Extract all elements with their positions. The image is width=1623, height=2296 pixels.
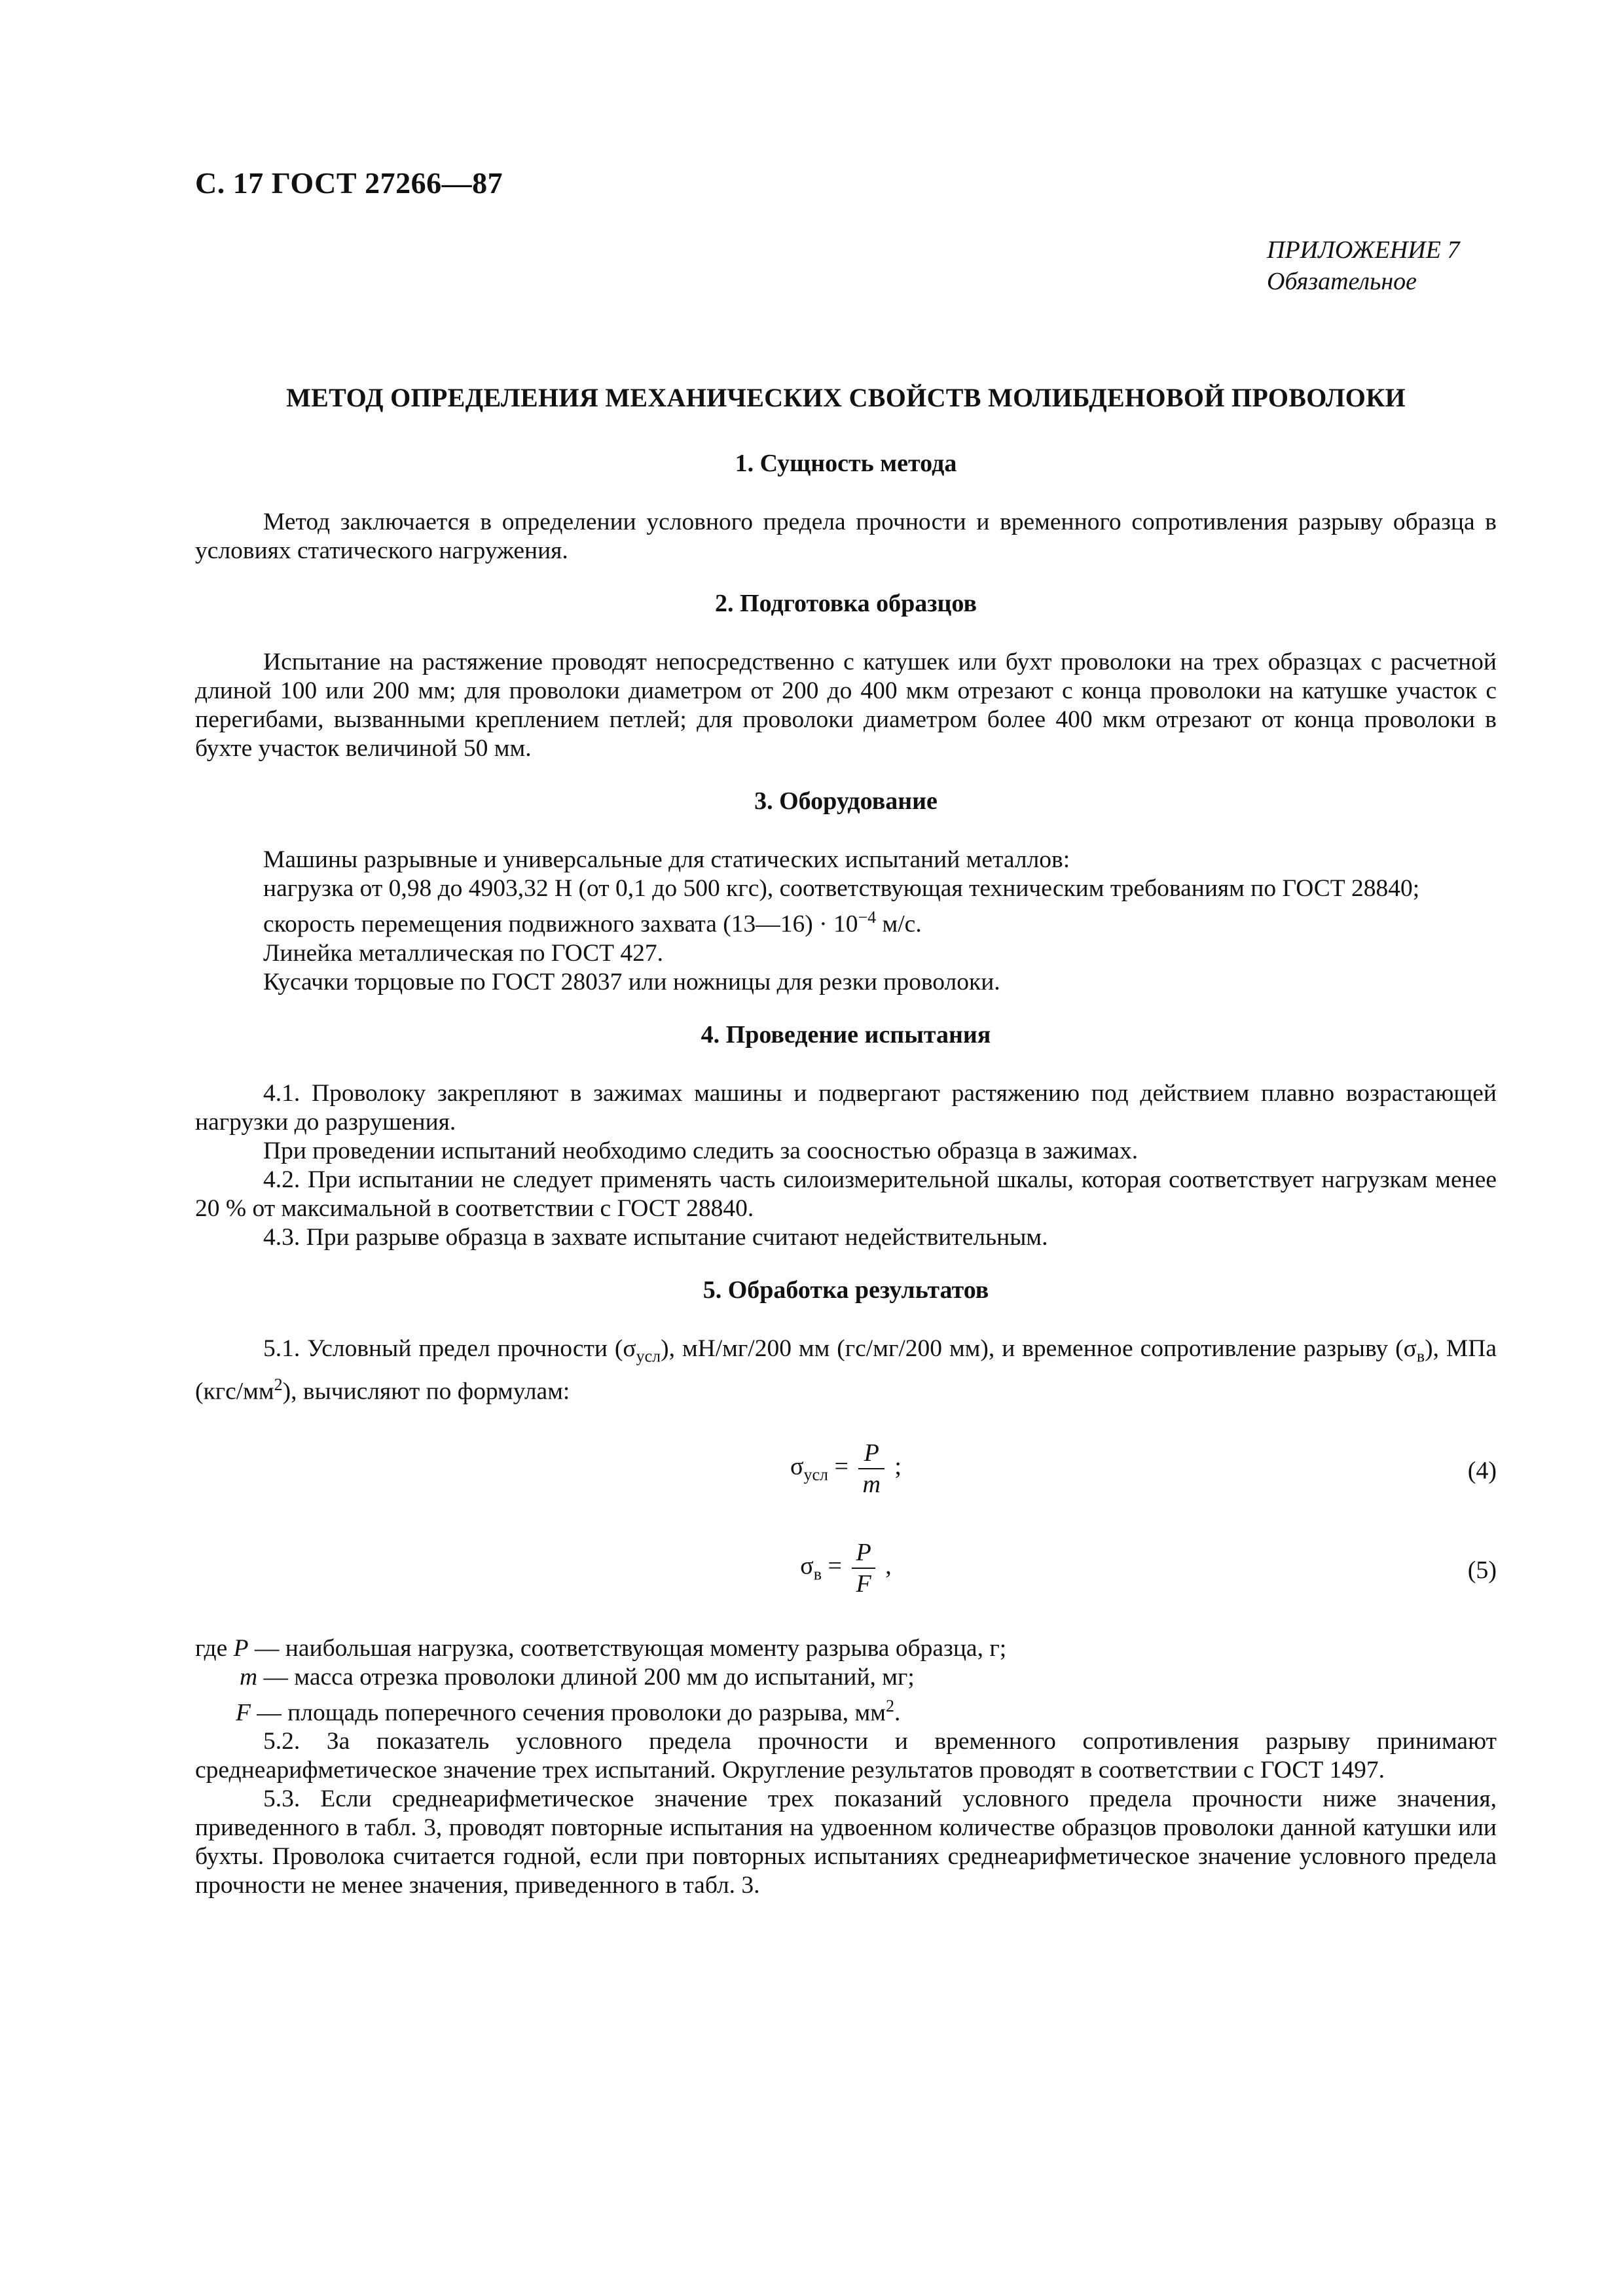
p51-sub-usl: усл [636,1346,661,1365]
formula-4-equals: = [828,1452,855,1480]
p51-text-a: 5.1. Условный предел прочности (σ [263,1335,636,1362]
formula-4-denominator: m [862,1470,881,1498]
formula-4-sigma: σ [790,1452,804,1480]
p51-sup-2: 2 [274,1375,283,1394]
formula-4-numerator: P [858,1438,884,1469]
formula-5-fraction [852,1537,875,1599]
speed-text: скорость перемещения подвижного захвата (13—16) · 10 [263,910,858,938]
equipment-item-machines: Машины разрывные и универсальные для статических испытаний металлов: [263,846,1070,873]
appendix-block [1267,234,1542,297]
p51-text-c: ), МПа (кгс/мм [195,1335,1497,1405]
formula-5-punct: , [879,1552,892,1580]
equipment-item-speed [195,903,1497,939]
legend-f-sup: 2 [885,1696,894,1715]
formula-4-expression [195,1438,1497,1499]
legend-p-symbol: P [233,1634,249,1662]
formula-5-expression [195,1537,1497,1599]
section-1-paragraph: Метод заключается в определении условного предела прочности и временного сопротивления разрыву образца в условиях статического нагружения. [195,509,1497,564]
legend-f-symbol: F [236,1699,251,1726]
legend-m-symbol: m [240,1663,258,1691]
formula-4-number: (4) [1467,1456,1497,1484]
p51-sub-v: в [1416,1346,1425,1365]
equipment-item-ruler: Линейка металлическая по ГОСТ 427. [263,939,664,967]
legend-m-text: — масса отрезка проволоки длиной 200 мм до испытаний, мг; [257,1663,915,1691]
section-5-title: 5. Обработка результатов [702,1276,989,1304]
formula-4 [195,1438,1497,1516]
formula-5-denominator: F [856,1570,871,1598]
legend-m [195,1663,1497,1692]
section-4-title: 4. Проведение испытания [701,1020,991,1049]
formula-5 [195,1537,1497,1616]
section-4-paragraph-2: При проведении испытаний необходимо следить за соосностью образца в зажимах. [263,1137,1139,1164]
legend-p-text: — наибольшая нагрузка, соответствующая моменту разрыва образца, г; [248,1634,1007,1662]
document-title: МЕТОД ОПРЕДЕЛЕНИЯ МЕХАНИЧЕСКИХ СВОЙСТВ МОЛИБДЕНОВОЙ ПРОВОЛОКИ [286,383,1406,412]
equipment-item-cutters: Кусачки торцовые по ГОСТ 28037 или ножницы для резки проволоки. [263,968,1000,996]
formula-4-subscript: усл [803,1464,829,1484]
section-3-title: 3. Оборудование [754,787,938,815]
speed-exponent: −4 [858,908,877,927]
page-header: С. 17 ГОСТ 27266—87 [195,166,503,200]
p51-text-d: ), вычисляют по формулам: [282,1378,570,1405]
appendix-label: ПРИЛОЖЕНИЕ 7 [1267,236,1460,264]
section-5-paragraph-2: 5.2. За показатель условного предела прочности и временного сопротивления разрыву принимают среднеарифметическое значение трех испытаний. Округление результатов проводят в соответствии с ГОСТ 1497. [195,1728,1497,1784]
legend-f-end: . [894,1699,901,1726]
section-4-paragraph-4: 4.3. При разрыве образца в захвате испытание считают недействительным. [263,1223,1048,1251]
formula-5-subscript: в [813,1564,822,1583]
legend-p [195,1634,1497,1663]
section-5-paragraph-3: 5.3. Если среднеарифметическое значение трех показаний условного предела прочности ниже значения, приведенного в табл. 3, проводят повторные испытания на удвоенном количестве образцов проволоки данной катушки или бухты. Проволока считается годной, если при повторных испытаниях среднеарифметическое значение условного предела прочности не менее значения, приведенного в табл. 3. [195,1785,1497,1899]
formula-5-sigma: σ [800,1552,814,1580]
equipment-item-load: нагрузка от 0,98 до 4903,32 Н (от 0,1 до 500 кгс), соответствующая техническим требованиям по ГОСТ 28840; [263,875,1420,902]
formula-legend [195,1634,1497,1728]
formula-5-numerator: P [852,1537,875,1569]
formula-4-fraction [858,1438,884,1499]
section-4-paragraph-1: 4.1. Проволоку закрепляют в зажимах машины и подвергают растяжению под действием плавно возрастающей нагрузки до разрушения. [195,1079,1497,1136]
legend-f [195,1692,1497,1728]
formula-4-punct: ; [888,1452,902,1480]
section-2-paragraph: Испытание на растяжение проводят непосредственно с катушек или бухт проволоки на трех образцах с расчетной длиной 100 или 200 мм; для проволоки диаметром от 200 до 400 мкм отрезают с конца проволоки на катушке участок с перегибами, вызванными креплением петлей; для проволоки диаметром более 400 мкм отрезают от конца проволоки в бухте участок величиной 50 мм. [195,649,1497,762]
section-2-title: 2. Подготовка образцов [715,590,977,617]
legend-where: где [195,1634,234,1662]
document-body [195,384,1497,1900]
section-5-paragraph-1 [195,1335,1497,1407]
section-1-title: 1. Сущность метода [735,450,957,477]
section-4-paragraph-3: 4.2. При испытании не следует применять часть силоизмерительной шкалы, которая соответствует нагрузкам менее 20 % от максимальной в соответствии с ГОСТ 28840. [195,1166,1497,1222]
speed-unit: м/с. [876,910,922,938]
legend-f-text: — площадь поперечного сечения проволоки до разрыва, мм [250,1699,886,1726]
formula-5-number: (5) [1467,1556,1497,1584]
appendix-status: Обязательное [1267,268,1417,295]
formula-5-equals: = [822,1552,848,1580]
p51-text-b: ), мН/мг/200 мм (гс/мг/200 мм), и временное сопротивление разрыву (σ [661,1335,1417,1362]
